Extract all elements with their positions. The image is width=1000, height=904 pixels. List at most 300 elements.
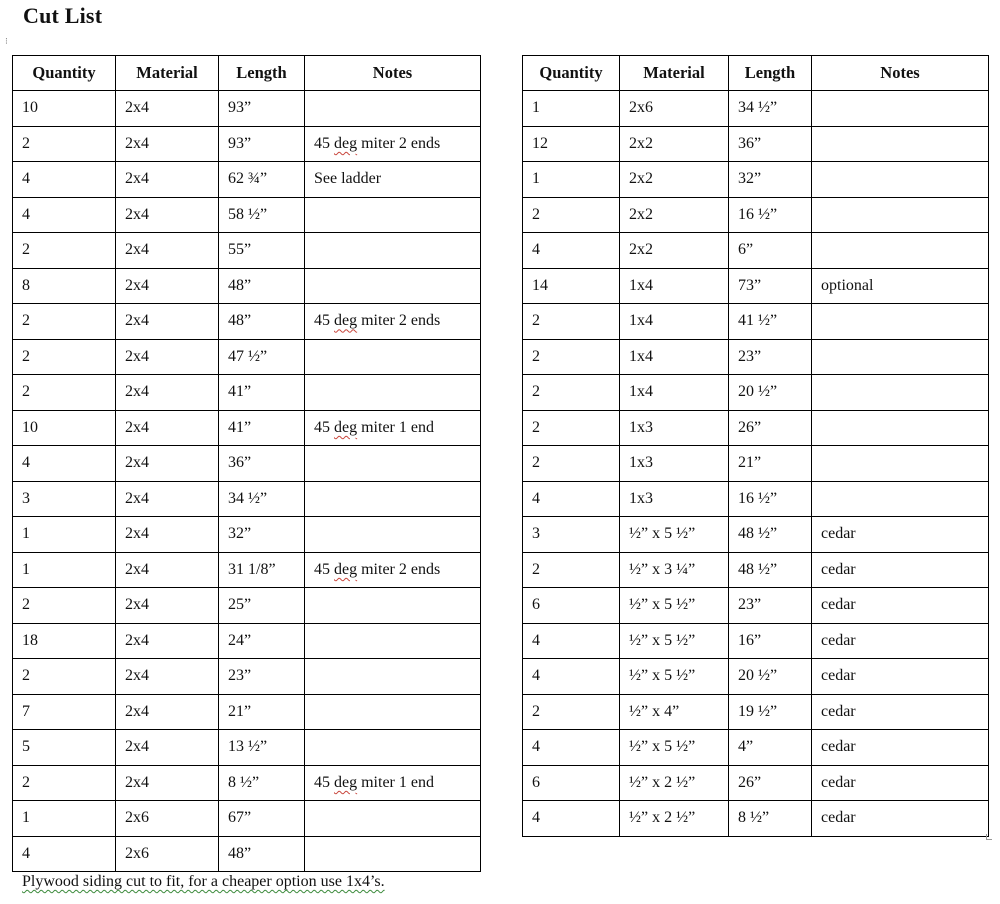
length-cell	[729, 588, 812, 624]
length-cell	[729, 162, 812, 198]
table-row	[13, 801, 481, 837]
quantity-cell-text: 4	[532, 489, 540, 507]
length-cell-text: 16”	[738, 631, 762, 649]
quantity-cell-text: 2	[532, 560, 540, 578]
quantity-cell	[523, 801, 620, 837]
notes-cell	[812, 126, 989, 162]
length-cell	[729, 481, 812, 517]
length-cell-text: 23”	[228, 667, 252, 685]
quantity-cell-text: 2	[22, 347, 30, 365]
notes-cell	[305, 375, 481, 411]
quantity-cell	[523, 659, 620, 695]
quantity-cell	[523, 304, 620, 340]
length-cell	[729, 91, 812, 127]
quantity-cell-text: 4	[22, 170, 30, 188]
quantity-cell	[13, 162, 116, 198]
notes-cell-text: 45 deg miter 1 end	[314, 418, 434, 436]
notes-cell	[812, 588, 989, 624]
quantity-cell-text: 18	[22, 631, 38, 649]
table-row	[13, 659, 481, 695]
quantity-cell	[523, 339, 620, 375]
length-cell-text: 32”	[228, 525, 252, 543]
table-row	[523, 659, 989, 695]
quantity-cell-text: 12	[532, 134, 548, 152]
header-quantity: Quantity	[523, 56, 620, 91]
quantity-cell-text: 4	[532, 241, 540, 259]
material-cell	[620, 162, 729, 198]
table-row	[523, 410, 989, 446]
length-cell-text: 21”	[738, 454, 762, 472]
length-cell-text: 21”	[228, 702, 252, 720]
material-cell-text: 2x2	[629, 170, 653, 188]
notes-cell	[305, 268, 481, 304]
table-row	[13, 91, 481, 127]
material-cell-text: ½” x 3 ¼”	[629, 560, 696, 578]
material-cell-text: 2x4	[125, 596, 149, 614]
notes-cell	[305, 339, 481, 375]
material-cell	[116, 446, 219, 482]
quantity-cell	[13, 517, 116, 553]
length-cell-text: 31 1/8”	[228, 560, 276, 578]
length-cell	[219, 233, 305, 269]
length-cell	[219, 126, 305, 162]
material-cell	[116, 517, 219, 553]
material-cell-text: 1x4	[629, 276, 653, 294]
length-cell-text: 93”	[228, 99, 252, 117]
material-cell	[620, 446, 729, 482]
length-cell	[219, 801, 305, 837]
quantity-cell	[13, 375, 116, 411]
quantity-cell-text: 3	[22, 489, 30, 507]
table-row	[523, 623, 989, 659]
table-body	[13, 91, 481, 872]
notes-cell	[812, 517, 989, 553]
notes-cell	[305, 552, 481, 588]
material-cell	[116, 375, 219, 411]
length-cell	[219, 659, 305, 695]
table-row	[523, 730, 989, 766]
material-cell-text: 2x4	[125, 170, 149, 188]
table-row	[13, 126, 481, 162]
material-cell	[620, 730, 729, 766]
quantity-cell-text: 2	[532, 312, 540, 330]
notes-cell-text: See ladder	[314, 170, 382, 188]
length-cell-text: 41”	[228, 383, 252, 401]
length-cell	[219, 481, 305, 517]
length-cell	[729, 304, 812, 340]
length-cell-text: 55”	[228, 241, 252, 259]
quantity-cell	[13, 623, 116, 659]
length-cell	[219, 91, 305, 127]
length-cell-text: 26”	[738, 773, 762, 791]
length-cell-text: 20 ½”	[738, 667, 778, 685]
material-cell-text: 1x4	[629, 383, 653, 401]
notes-cell-text: cedar	[821, 560, 856, 578]
notes-cell	[305, 162, 481, 198]
length-cell-text: 24”	[228, 631, 252, 649]
material-cell	[620, 552, 729, 588]
quantity-cell	[523, 730, 620, 766]
length-cell-text: 20 ½”	[738, 383, 778, 401]
length-cell	[729, 410, 812, 446]
quantity-cell	[13, 801, 116, 837]
material-cell-text: 2x2	[629, 241, 653, 259]
table-row	[523, 91, 989, 127]
material-cell-text: ½” x 5 ½”	[629, 596, 696, 614]
table-row	[13, 765, 481, 801]
length-cell-text: 58 ½”	[228, 205, 268, 223]
quantity-cell	[523, 162, 620, 198]
length-cell	[219, 623, 305, 659]
notes-cell-text: cedar	[821, 596, 856, 614]
quantity-cell-text: 6	[532, 596, 540, 614]
quantity-cell-text: 1	[532, 170, 540, 188]
table-row	[523, 446, 989, 482]
material-cell	[620, 304, 729, 340]
table-row	[523, 126, 989, 162]
quantity-cell-text: 2	[22, 596, 30, 614]
notes-cell-text: cedar	[821, 773, 856, 791]
notes-cell	[812, 197, 989, 233]
length-cell-text: 48”	[228, 844, 252, 862]
quantity-cell-text: 2	[22, 241, 30, 259]
table-row	[523, 304, 989, 340]
cut-list-table-left	[12, 55, 481, 872]
notes-cell	[305, 233, 481, 269]
notes-cell	[812, 339, 989, 375]
material-cell-text: 2x4	[125, 134, 149, 152]
material-cell-text: 2x6	[125, 809, 149, 827]
quantity-cell-text: 4	[532, 738, 540, 756]
material-cell	[620, 339, 729, 375]
quantity-cell	[523, 268, 620, 304]
material-cell-text: 2x4	[125, 631, 149, 649]
material-cell	[116, 765, 219, 801]
quantity-cell-text: 5	[22, 738, 30, 756]
material-cell-text: 2x4	[125, 738, 149, 756]
material-cell	[116, 481, 219, 517]
quantity-cell-text: 4	[532, 667, 540, 685]
material-cell-text: 2x6	[125, 844, 149, 862]
quantity-cell-text: 4	[22, 454, 30, 472]
notes-cell-text: cedar	[821, 738, 856, 756]
quantity-cell	[523, 552, 620, 588]
table-row	[523, 375, 989, 411]
length-cell-text: 23”	[738, 596, 762, 614]
length-cell-text: 8 ½”	[228, 773, 260, 791]
material-cell-text: 2x4	[125, 312, 149, 330]
table-row	[13, 588, 481, 624]
quantity-cell	[13, 588, 116, 624]
length-cell-text: 36”	[228, 454, 252, 472]
length-cell	[219, 446, 305, 482]
quantity-cell-text: 2	[532, 347, 540, 365]
quantity-cell	[523, 91, 620, 127]
quantity-cell	[523, 623, 620, 659]
quantity-cell	[13, 91, 116, 127]
table-row	[13, 694, 481, 730]
length-cell-text: 48”	[228, 312, 252, 330]
length-cell	[729, 765, 812, 801]
quantity-cell	[13, 410, 116, 446]
material-cell-text: 1x3	[629, 489, 653, 507]
notes-cell	[812, 801, 989, 837]
material-cell-text: 2x4	[125, 560, 149, 578]
length-cell-text: 62 ¾”	[228, 170, 268, 188]
length-cell-text: 26”	[738, 418, 762, 436]
notes-cell	[812, 446, 989, 482]
material-cell	[116, 197, 219, 233]
notes-cell	[812, 481, 989, 517]
length-cell	[219, 410, 305, 446]
material-cell-text: 2x4	[125, 773, 149, 791]
material-cell	[116, 126, 219, 162]
table-header-row	[13, 56, 481, 91]
notes-cell	[305, 446, 481, 482]
length-cell	[729, 126, 812, 162]
quantity-cell	[13, 481, 116, 517]
material-cell	[620, 588, 729, 624]
notes-cell	[305, 694, 481, 730]
header-length: Length	[729, 56, 812, 91]
material-cell-text: 1x4	[629, 347, 653, 365]
table-row	[523, 588, 989, 624]
length-cell-text: 23”	[738, 347, 762, 365]
header-notes: Notes	[305, 56, 481, 91]
length-cell	[219, 304, 305, 340]
material-cell	[116, 304, 219, 340]
material-cell	[620, 517, 729, 553]
material-cell-text: 2x4	[125, 347, 149, 365]
length-cell	[729, 233, 812, 269]
quantity-cell-text: 2	[532, 383, 540, 401]
material-cell-text: 1x4	[629, 312, 653, 330]
notes-cell	[812, 623, 989, 659]
quantity-cell-text: 10	[22, 99, 38, 117]
length-cell	[219, 552, 305, 588]
notes-cell	[305, 410, 481, 446]
material-cell-text: ½” x 5 ½”	[629, 525, 696, 543]
material-cell-text: 2x4	[125, 525, 149, 543]
material-cell-text: 2x4	[125, 99, 149, 117]
table-row	[13, 339, 481, 375]
length-cell-text: 67”	[228, 809, 252, 827]
length-cell	[729, 730, 812, 766]
length-cell-text: 48 ½”	[738, 560, 778, 578]
length-cell-text: 8 ½”	[738, 809, 770, 827]
quantity-cell	[523, 446, 620, 482]
length-cell	[219, 765, 305, 801]
material-cell	[620, 268, 729, 304]
notes-cell	[305, 623, 481, 659]
quantity-cell-text: 1	[22, 560, 30, 578]
length-cell	[729, 375, 812, 411]
quantity-cell	[523, 197, 620, 233]
quantity-cell	[523, 375, 620, 411]
notes-cell	[812, 304, 989, 340]
length-cell-text: 16 ½”	[738, 205, 778, 223]
notes-cell	[305, 197, 481, 233]
notes-cell	[305, 588, 481, 624]
table-row	[523, 481, 989, 517]
notes-cell	[305, 304, 481, 340]
quantity-cell-text: 14	[532, 276, 548, 294]
material-cell-text: 2x4	[125, 276, 149, 294]
material-cell-text: ½” x 2 ½”	[629, 773, 696, 791]
length-cell-text: 41 ½”	[738, 312, 778, 330]
quantity-cell-text: 4	[22, 844, 30, 862]
quantity-cell-text: 2	[22, 312, 30, 330]
notes-cell-text: 45 deg miter 2 ends	[314, 560, 441, 578]
table-row	[13, 304, 481, 340]
material-cell-text: 2x4	[125, 383, 149, 401]
quantity-cell	[523, 588, 620, 624]
table-row	[523, 233, 989, 269]
material-cell-text: 2x2	[629, 205, 653, 223]
quantity-cell-text: 1	[22, 809, 30, 827]
table-row	[523, 801, 989, 837]
header-quantity: Quantity	[13, 56, 116, 91]
length-cell-text: 47 ½”	[228, 347, 268, 365]
table-row	[523, 694, 989, 730]
page-corner-mark	[986, 834, 992, 840]
paragraph-marker-icon: ⁝	[5, 36, 8, 46]
quantity-cell-text: 2	[22, 667, 30, 685]
length-cell	[219, 339, 305, 375]
table-row	[523, 552, 989, 588]
length-cell	[729, 801, 812, 837]
quantity-cell	[523, 410, 620, 446]
notes-cell	[812, 375, 989, 411]
material-cell-text: ½” x 2 ½”	[629, 809, 696, 827]
length-cell-text: 34 ½”	[228, 489, 268, 507]
length-cell-text: 16 ½”	[738, 489, 778, 507]
length-cell	[729, 339, 812, 375]
notes-cell	[812, 233, 989, 269]
notes-cell	[812, 410, 989, 446]
cut-list-table-right	[522, 55, 989, 837]
length-cell	[729, 623, 812, 659]
length-cell-text: 6”	[738, 241, 754, 259]
material-cell	[620, 623, 729, 659]
table-row	[523, 765, 989, 801]
material-cell	[620, 91, 729, 127]
table-row	[13, 197, 481, 233]
length-cell	[219, 162, 305, 198]
quantity-cell-text: 2	[532, 418, 540, 436]
length-cell-text: 34 ½”	[738, 99, 778, 117]
notes-cell	[305, 659, 481, 695]
quantity-cell	[523, 694, 620, 730]
length-cell	[729, 517, 812, 553]
material-cell	[116, 268, 219, 304]
quantity-cell	[523, 517, 620, 553]
material-cell	[620, 765, 729, 801]
notes-cell	[305, 836, 481, 872]
notes-cell-text: cedar	[821, 525, 856, 543]
quantity-cell-text: 2	[22, 383, 30, 401]
quantity-cell-text: 4	[532, 631, 540, 649]
notes-cell	[812, 765, 989, 801]
table-body	[523, 91, 989, 837]
material-cell	[116, 233, 219, 269]
notes-cell	[812, 162, 989, 198]
quantity-cell-text: 1	[22, 525, 30, 543]
notes-cell-text: cedar	[821, 631, 856, 649]
table-row	[13, 233, 481, 269]
table-row	[523, 197, 989, 233]
length-cell-text: 4”	[738, 738, 754, 756]
length-cell-text: 93”	[228, 134, 252, 152]
quantity-cell	[13, 197, 116, 233]
table-header-row	[523, 56, 989, 91]
table-row	[13, 552, 481, 588]
material-cell-text: 2x4	[125, 489, 149, 507]
material-cell	[116, 552, 219, 588]
length-cell-text: 19 ½”	[738, 702, 778, 720]
length-cell-text: 41”	[228, 418, 252, 436]
notes-cell	[812, 552, 989, 588]
quantity-cell-text: 2	[22, 134, 30, 152]
document-title: Cut List	[23, 3, 103, 28]
material-cell-text: 2x4	[125, 702, 149, 720]
notes-cell	[812, 694, 989, 730]
quantity-cell	[13, 730, 116, 766]
quantity-cell	[13, 836, 116, 872]
header-notes: Notes	[812, 56, 989, 91]
table-row	[13, 446, 481, 482]
quantity-cell-text: 2	[532, 702, 540, 720]
table-row	[13, 410, 481, 446]
material-cell	[116, 659, 219, 695]
material-cell	[116, 588, 219, 624]
material-cell-text: 2x4	[125, 667, 149, 685]
length-cell	[729, 268, 812, 304]
length-cell	[219, 588, 305, 624]
table-row	[13, 623, 481, 659]
quantity-cell	[13, 339, 116, 375]
length-cell	[729, 552, 812, 588]
table-row	[523, 162, 989, 198]
notes-cell	[305, 481, 481, 517]
material-cell	[620, 197, 729, 233]
length-cell	[219, 517, 305, 553]
material-cell	[620, 801, 729, 837]
material-cell	[620, 481, 729, 517]
notes-cell	[305, 517, 481, 553]
notes-cell-text: cedar	[821, 667, 856, 685]
notes-cell-text: optional	[821, 276, 874, 294]
material-cell	[116, 162, 219, 198]
quantity-cell	[523, 481, 620, 517]
notes-cell-text: 45 deg miter 1 end	[314, 773, 434, 791]
material-cell	[116, 694, 219, 730]
length-cell	[729, 659, 812, 695]
material-cell	[116, 623, 219, 659]
quantity-cell-text: 4	[22, 205, 30, 223]
table-row	[13, 481, 481, 517]
quantity-cell-text: 4	[532, 809, 540, 827]
quantity-cell	[13, 268, 116, 304]
quantity-cell-text: 2	[532, 205, 540, 223]
quantity-cell	[13, 233, 116, 269]
material-cell	[116, 410, 219, 446]
material-cell	[620, 694, 729, 730]
length-cell	[219, 694, 305, 730]
material-cell	[620, 233, 729, 269]
notes-cell	[812, 730, 989, 766]
notes-cell	[305, 765, 481, 801]
